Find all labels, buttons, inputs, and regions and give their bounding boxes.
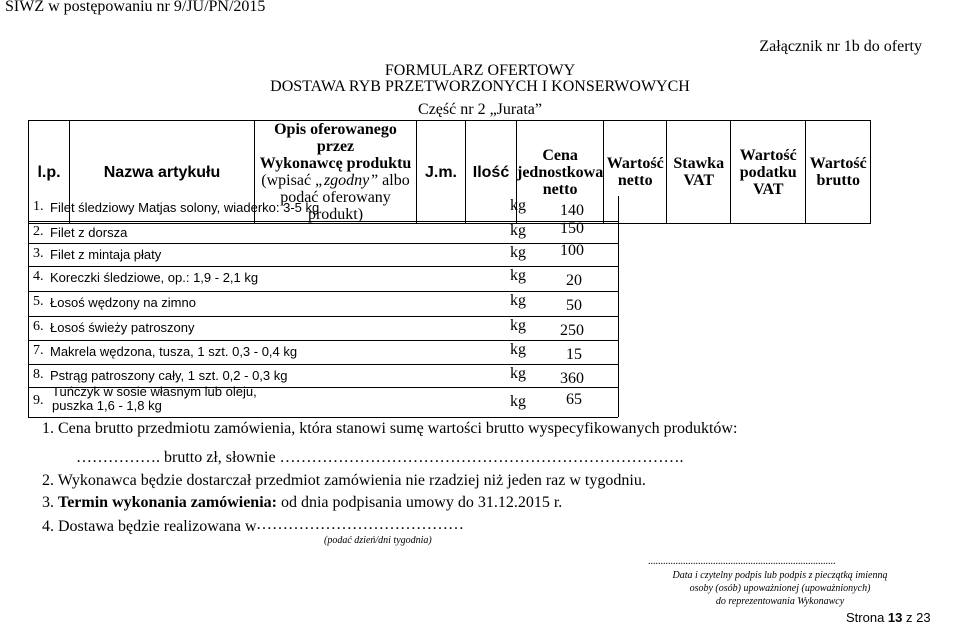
row-divider	[28, 266, 618, 267]
note-4-fill-line: …………………………………	[256, 516, 464, 533]
row-name: Tuńczyk w sosie własnym lub oleju,	[52, 384, 257, 399]
row-unit: kg	[510, 267, 526, 284]
page-number: Strona 13 z 23	[846, 610, 931, 625]
row-border	[28, 196, 29, 417]
row-divider	[28, 340, 618, 341]
col-unit-price: Cena jednostkowa netto	[517, 121, 604, 224]
row-lp: 8.	[33, 367, 44, 382]
row-unit: kg	[510, 292, 526, 309]
row-qty: 100	[560, 242, 584, 259]
note-4-hint: (podać dzień/dni tygodnia)	[324, 535, 432, 546]
col-lp: l.p.	[29, 121, 70, 224]
form-title: FORMULARZ OFERTOWY	[384, 62, 576, 79]
note-2: 2. Wykonawca będzie dostarczał przedmiot zamówienia nie rzadziej niż jeden raz w tygodniu.	[42, 472, 646, 489]
row-name: Koreczki śledziowe, op.: 1,9 - 2,1 kg	[50, 270, 259, 285]
row-qty: 360	[560, 370, 584, 387]
col-net-value: Wartość netto	[604, 121, 667, 224]
col-vat-rate: Stawka VAT	[667, 121, 731, 224]
row-unit: kg	[510, 222, 526, 239]
row-name: Makrela wędzona, tusza, 1 szt. 0,3 - 0,4 kg	[50, 344, 298, 359]
row-divider	[28, 243, 618, 244]
row-name: Filet z mintaja płaty	[50, 247, 162, 262]
note-1-fill-line: ……………. brutto zł, słownie ………………………………………………………………….	[76, 449, 684, 466]
row-divider	[28, 364, 618, 365]
row-unit: kg	[510, 393, 526, 410]
row-name-continued: puszka 1,6 - 1,8 kg	[52, 398, 162, 413]
document-header-title: SIWZ w postępowaniu nr 9/JU/PN/2015	[5, 0, 266, 15]
part-label: Część nr 2 „Jurata”	[418, 101, 542, 118]
row-divider	[28, 221, 618, 222]
signature-caption: Data i czytelny podpis lub podpis z pieczątką imienną osoby (osób) upoważnionej (upoważnionych) do reprezentowania Wykonawcy	[672, 570, 888, 607]
row-border	[618, 196, 619, 417]
row-qty: 20	[566, 272, 582, 289]
row-lp: 9.	[33, 393, 44, 408]
row-qty: 15	[566, 346, 582, 363]
row-lp: 1.	[33, 199, 44, 214]
col-vat-amount: Wartość podatku VAT	[731, 121, 806, 224]
col-unit: J.m.	[417, 121, 466, 224]
row-unit: kg	[510, 317, 526, 334]
col-name: Nazwa artykułu	[70, 121, 255, 224]
row-name: Filet śledziowy Matjas solony, wiaderko: 3-5 kg	[50, 200, 320, 215]
row-name: Filet z dorsza	[50, 225, 128, 240]
row-divider	[28, 417, 618, 418]
row-lp: 3.	[33, 246, 44, 261]
row-lp: 7.	[33, 343, 44, 358]
attachment-label: Załącznik nr 1b do oferty	[759, 38, 922, 55]
row-qty: 140	[560, 202, 584, 219]
signature-line: ...........................................................................	[648, 556, 836, 567]
row-unit: kg	[510, 244, 526, 261]
col-description: Opis oferowanego przez Wykonawcę produktu (wpisać „zgodny” albo podać oferowany produkt)	[255, 121, 417, 224]
row-qty: 250	[560, 322, 584, 339]
row-qty: 50	[566, 297, 582, 314]
row-name: Pstrąg patroszony cały, 1 szt. 0,2 - 0,3 kg	[50, 368, 288, 383]
note-1: 1. Cena brutto przedmiotu zamówienia, która stanowi sumę wartości brutto wyspecyfikowanych produktów:	[42, 420, 738, 437]
row-lp: 6.	[33, 319, 44, 334]
row-unit: kg	[510, 365, 526, 382]
row-unit: kg	[510, 341, 526, 358]
row-name: Łosoś wędzony na zimno	[50, 295, 196, 310]
col-gross-value: Wartość brutto	[806, 121, 871, 224]
row-divider	[28, 291, 618, 292]
note-3: 3. Termin wykonania zamówienia: od dnia podpisania umowy do 31.12.2015 r.	[42, 494, 563, 511]
row-lp: 5.	[33, 294, 44, 309]
note-4: 4. Dostawa będzie realizowana w	[42, 518, 257, 535]
row-unit: kg	[510, 197, 526, 214]
row-lp: 2.	[33, 224, 44, 239]
col-qty: Ilość	[466, 121, 517, 224]
row-lp: 4.	[33, 269, 44, 284]
row-divider	[28, 316, 618, 317]
row-name: Łosoś świeży patroszony	[50, 320, 195, 335]
row-qty: 150	[560, 220, 584, 237]
form-subtitle: DOSTAWA RYB PRZETWORZONYCH I KONSERWOWYCH	[270, 78, 690, 95]
row-qty: 65	[566, 391, 582, 408]
